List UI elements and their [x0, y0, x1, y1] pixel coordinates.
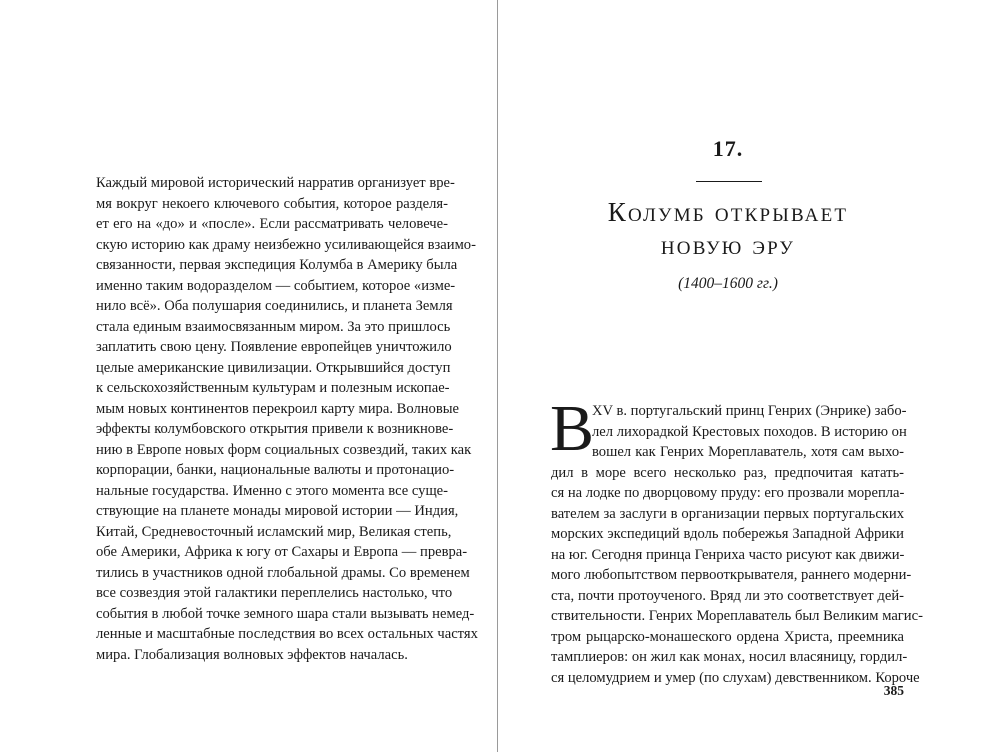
text-line: нило всё». Оба полушария соединились, и планета Земля: [96, 298, 453, 314]
right-page-paragraph: [551, 401, 923, 688]
page-number: 385: [883, 683, 904, 698]
text-line: вошел как Генрих Мореплаватель, хотя сам выхо-: [592, 444, 904, 460]
text-line: ствительности. Генрих Мореплаватель был Великим магис-: [551, 608, 923, 624]
text-line: тром рыцарско-монашеского ордена Христа, преемника: [551, 628, 904, 645]
title-divider: [696, 181, 762, 182]
text-line: морских экспедиций вдоль побережья Западной Африки: [551, 526, 904, 542]
text-line: мым новых континентов перекроил карту мира. Волновые: [96, 400, 460, 417]
text-line: на юг. Сегодня принца Генриха часто рисуют как движи-: [551, 546, 905, 563]
text-line: XV в. португальский принц Генрих (Энрике) забо-: [592, 403, 907, 419]
left-page-paragraph: [96, 173, 478, 665]
text-line: мого любопытством первооткрывателя, раннего модерни-: [551, 567, 912, 583]
drop-cap: В: [550, 392, 595, 465]
text-line: ся на лодке по дворцовому пруду: его прозвали морепла-: [551, 485, 905, 501]
text-line: ет его на «до» и «после». Если рассматривать человече-: [96, 216, 448, 232]
text-line: события в любой точке земного шара стали вызывать немед-: [96, 605, 475, 622]
book-spine-divider: [497, 0, 498, 752]
text-line: целые американские цивилизации. Открывшийся доступ: [96, 359, 451, 376]
text-line: эффекты колумбовского открытия привели к возникнове-: [96, 421, 454, 437]
text-line: обе Америки, Африка к югу от Сахары и Европа — превра-: [96, 544, 468, 560]
chapter-dates: (1400–1600 гг.): [678, 275, 778, 292]
text-line: ста, почти протоученого. Вряд ли это соответствует дей-: [551, 587, 904, 604]
text-line: корпорации, банки, национальные валюты и протонацио-: [96, 462, 455, 478]
text-line: мира. Глобализация волновых эффектов началась.: [96, 646, 408, 663]
text-line: ленные и масштабные последствия во всех остальных частях: [96, 626, 478, 642]
text-line: тамплиеров: он жил как монах, носил власяницу, гордил-: [551, 649, 908, 665]
text-line: нию в Европе новых форм социальных созвездий, таких как: [96, 441, 472, 458]
chapter-number: 17.: [712, 136, 744, 161]
text-line: тились в участников одной глобальной драмы. Со временем: [96, 564, 470, 581]
text-line: мя вокруг некоего ключевого события, которое разделя-: [96, 195, 448, 212]
text-line: ся целомудрием и умер (по слухам) девственником. Короче: [551, 669, 920, 686]
text-line: именно таким водоразделом — событием, которое «изме-: [96, 277, 456, 294]
chapter-title-line: новую эру: [660, 230, 796, 260]
text-line: Китай, Средневосточный исламский мир, Великая степь,: [96, 523, 452, 540]
text-line: к сельскохозяйственным культурам и полезным ископае-: [96, 380, 450, 396]
text-line: заплатить свою цену. Появление европейцев уничтожило: [96, 339, 452, 355]
text-line: связанности, первая экспедиция Колумба в Америку была: [96, 257, 458, 273]
text-line: ствующие на планете монады мировой истории — Индия,: [96, 503, 459, 519]
chapter-title: [552, 196, 904, 262]
text-line: Каждый мировой исторический нарратив организует вре-: [96, 175, 455, 191]
text-line: дил в море всего несколько раз, предпочитая катать-: [551, 464, 904, 481]
text-line: нальные государства. Именно с этого момента все суще-: [96, 482, 449, 499]
text-line: скую историю как драму неизбежно усиливающейся взаимо-: [96, 236, 476, 253]
text-line: все созвездия этой галактики переплелись настолько, что: [96, 585, 453, 601]
text-line: вателем за заслуги в организации первых португальских: [551, 505, 904, 522]
text-line: стала единым взаимосвязанным миром. За это пришлось: [96, 318, 451, 335]
text-line: лел лихорадкой Крестовых походов. В историю он: [592, 423, 907, 440]
chapter-title-line: Колумб открывает: [607, 197, 849, 227]
